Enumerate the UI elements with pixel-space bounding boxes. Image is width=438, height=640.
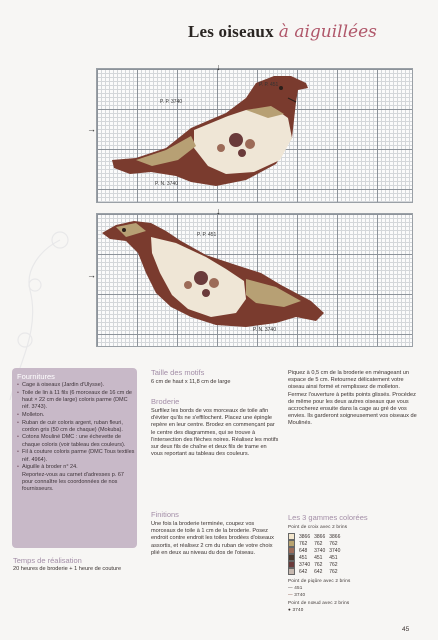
table-cell: 642 <box>299 568 308 575</box>
table-cell: 3866 <box>329 533 341 540</box>
table-cell: 762 <box>329 568 338 575</box>
arrow-down-icon: ↓ <box>216 206 221 216</box>
color-swatch <box>288 568 295 575</box>
arrow-down-icon: ↓ <box>216 62 221 72</box>
table-row <box>288 547 344 554</box>
time-heading: Temps de réalisation <box>13 556 82 565</box>
motif-size-heading: Taille des motifs <box>151 368 205 377</box>
motif-size-text: 6 cm de haut x 11,8 cm de large <box>151 379 231 385</box>
table-row <box>288 554 344 561</box>
label-pp451: P. P. 451 <box>197 232 217 238</box>
label-pn3740: P. N. 3740 <box>253 327 276 333</box>
table-cell: 762 <box>329 561 338 568</box>
colors-heading: Les 3 gammes colorées <box>288 513 368 522</box>
cross-stitch-label: Point de croix avec 2 brins <box>288 524 348 529</box>
page-number: 45 <box>402 626 410 633</box>
table-cell: 762 <box>314 540 323 547</box>
table-cell: 642 <box>314 568 323 575</box>
table-row <box>288 540 344 547</box>
table-cell: 762 <box>299 540 308 547</box>
supplies-note: Reportez-vous au carnet d'adresses p. 67 pour connaître les coordonnées de nos fournisseurs. <box>22 471 124 493</box>
title-part1: Les oiseaux <box>188 22 274 41</box>
backstitch-row: — 451 <box>288 585 303 590</box>
backstitch-row: — 3740 <box>288 592 306 597</box>
line-icon: — <box>288 585 293 590</box>
color-swatch <box>288 547 295 554</box>
table-cell: 648 <box>299 547 308 554</box>
finishing-text: Une fois la broderie terminée, coupez vos morceaux de toile à 1 cm de la broderie. Posez endroit contre endroit les toiles brodées d'oiseaux assortis, et réalisez 2 cm du ruban de votre choix plié en deux au niveau du dos de l'oiseau. <box>151 521 274 556</box>
time-text: 20 heures de broderie + 1 heure de couture <box>13 566 122 572</box>
color-swatch <box>288 554 295 561</box>
table-row <box>288 533 344 540</box>
knot-label: Point de nœud avec 2 brins <box>288 600 350 605</box>
color-swatch <box>288 540 295 547</box>
label-pp3740: P. P. 3740 <box>160 99 183 105</box>
table-cell: 762 <box>314 561 323 568</box>
list-item: • Cage à oiseaux (Jardin d'Ulysse). <box>17 382 135 389</box>
table-cell: 451 <box>299 554 308 561</box>
table-cell: 762 <box>329 540 338 547</box>
list-item: • Toile de lin à 11 fils (6 morceaux de 16 cm de haut × 22 cm de large) coloris parme (DMC réf. 3743). <box>17 390 135 412</box>
list-item: • Aiguille à broder n° 24. <box>17 464 135 471</box>
supplies-list <box>17 382 135 494</box>
list-item: • Ruban de cuir coloris argent, ruban fleuri, cordon gris (50 cm de chaque) (Mokuba). <box>17 420 135 434</box>
list-item: • Cotons Mouliné DMC : une échevette de chaque coloris (voir tableau des couleurs). <box>17 434 135 448</box>
arrow-right-icon: → <box>87 270 96 280</box>
backstitch-label: Point de piqûre avec 2 brins <box>288 578 351 583</box>
table-cell: 3866 <box>299 533 311 540</box>
label-pp451: P. P. 451 <box>259 82 279 88</box>
table-cell: 451 <box>329 554 338 561</box>
table-row <box>288 568 344 575</box>
color-swatch <box>288 533 295 540</box>
dot-icon: ● <box>288 607 291 612</box>
table-row <box>288 561 344 568</box>
arrow-right-icon: → <box>87 124 96 134</box>
table-cell: 3866 <box>314 533 326 540</box>
color-table <box>288 533 344 575</box>
line-icon: — <box>288 592 293 597</box>
table-cell: 3740 <box>314 547 326 554</box>
finishing-heading: Finitions <box>151 510 179 519</box>
color-swatch <box>288 561 295 568</box>
knot-row: ● 3740 <box>288 607 304 612</box>
table-cell: 3740 <box>329 547 341 554</box>
table-cell: 451 <box>314 554 323 561</box>
label-pn3740: P. N. 3740 <box>155 181 178 187</box>
embroidery-text: Surfilez les bords de vos morceaux de toile afin d'éviter qu'ils ne s'effilochent. Placez une épingle repère en leur centre. Brodez en commençant par le centre des diagrammes, qui se trouve à l'intersection des flèches noires. Réalisez les motifs sur deux fils de chaîne et deux fils de trame en vous reportant au tableau des couleurs. <box>151 408 279 458</box>
list-item: • Molleton. <box>17 412 135 419</box>
table-cell: 3740 <box>299 561 311 568</box>
right-column-text: Piquez à 0,5 cm de la broderie en ménageant un espace de 5 cm. Retournez délicatement votre oiseau ainsi formé et remplissez de molleton. Fermez l'ouverture à petits points glissés. Procédez de même pour les deux autres oiseaux que vous accrocherez ensuite dans la cage au gré de vos envies. Ils garderont soigneusement vos oiseaux de Moulinés. <box>288 370 417 427</box>
supplies-heading: Fournitures <box>17 372 55 381</box>
list-item: • Fil à couture coloris parme (DMC Tous textiles réf. 4964). <box>17 449 135 463</box>
embroidery-heading: Broderie <box>151 397 180 406</box>
title-part2: à aiguillées <box>278 22 377 42</box>
